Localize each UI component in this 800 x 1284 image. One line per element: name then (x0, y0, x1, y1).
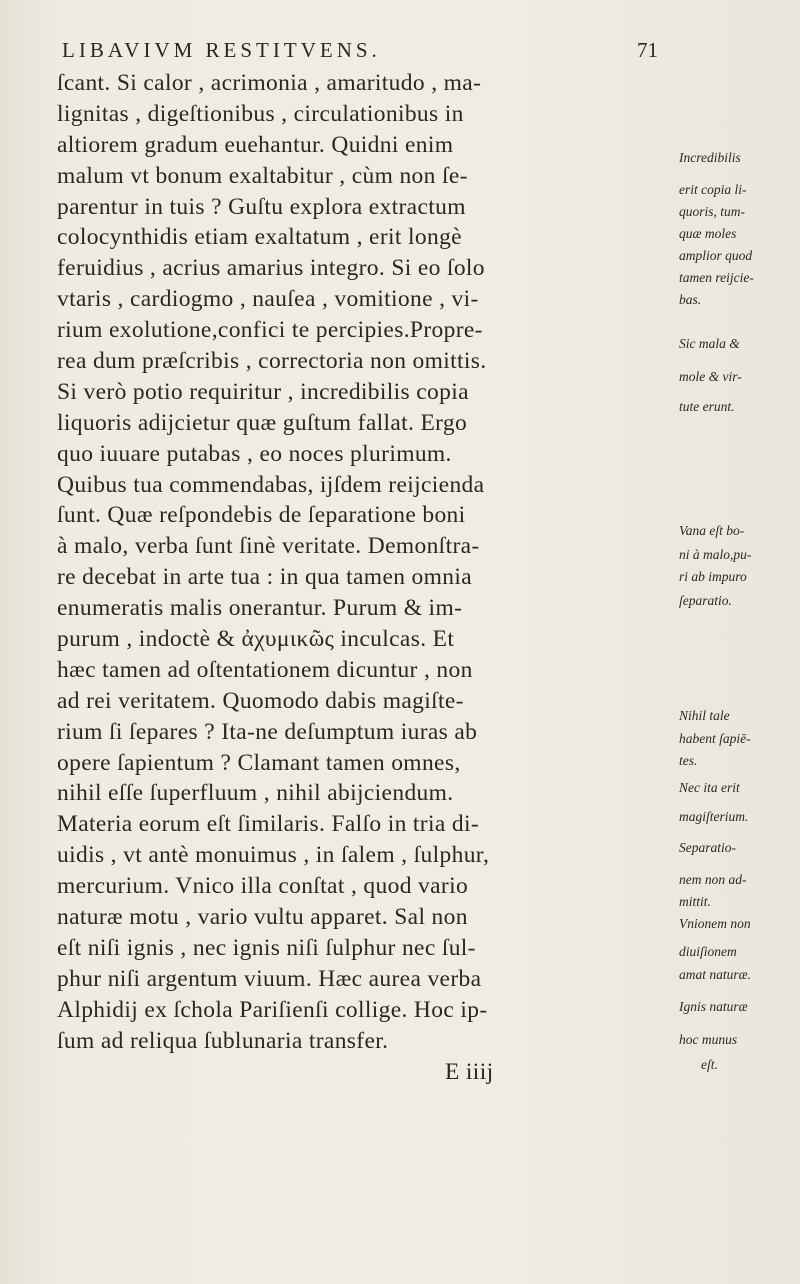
text-line: ſum ad reliqua ſublunaria transfer. (57, 1027, 389, 1054)
marginal-note: ni à malo,pu- (679, 547, 752, 562)
text-line: hæc tamen ad oſtentationem dicuntur , non (57, 656, 473, 683)
marginal-note: tamen reijcie- (679, 270, 754, 285)
text-line: feruidius , acrius amarius integro. Si eo ſolo (57, 255, 485, 282)
text-line: naturæ motu , vario vultu apparet. Sal non (57, 904, 468, 931)
text-line: parentur in tuis ? Guſtu explora extractum (57, 193, 466, 220)
signature-mark: E iiij (445, 1058, 494, 1085)
marginal-note: amplior quod (679, 248, 753, 263)
marginal-note: eſt. (701, 1057, 718, 1072)
text-line: colocynthidis etiam exaltatum , erit longè (57, 224, 462, 251)
text-line: Si verò potio requiritur , incredibilis copia (57, 378, 469, 405)
marginal-note: magiſterium. (679, 809, 749, 824)
text-line: Materia eorum eſt ſimilaris. Falſo in tria di- (57, 811, 480, 838)
marginal-note: ſeparatio. (679, 593, 732, 608)
marginal-note: quæ moles (679, 226, 737, 241)
page-header (62, 38, 662, 68)
text-line: altiorem gradum euehantur. Quidni enim (57, 131, 454, 158)
text-line: Alphidij ex ſchola Pariſienſi collige. Hoc ip- (57, 996, 488, 1023)
text-line: rium exolutione,confici te percipies.Propre- (57, 317, 483, 344)
marginal-note: bas. (679, 292, 702, 307)
marginal-note: hoc munus (679, 1032, 738, 1047)
text-line: nihil eſſe ſuperfluum , nihil abijciendum. (57, 780, 454, 807)
marginal-note: Incredibilis (679, 150, 741, 165)
text-line: phur niſi argentum viuum. Hæc aurea verba (57, 965, 482, 992)
marginal-note: ri ab impuro (679, 569, 747, 584)
text-line: vtaris , cardiogmo , nauſea , vomitione , vi- (57, 286, 479, 313)
text-line: rea dum præſcribis , correctoria non omittis. (57, 348, 487, 375)
marginal-note: Nec ita erit (679, 780, 740, 795)
body-text (57, 68, 667, 1087)
text-line: liquoris adijcietur quæ guſtum fallat. Ergo (57, 409, 468, 436)
marginal-note: Ignis naturæ (679, 999, 748, 1014)
marginal-note: Vana eſt bo- (679, 523, 745, 538)
text-line: rium ſi ſepares ? Ita-ne deſumptum iuras ab (57, 718, 478, 745)
marginal-note: quoris, tum- (679, 204, 746, 219)
text-line: purum , indoctè & ἀχυμικῶς inculcas. Et (57, 626, 455, 653)
text-line: lignitas , digeſtionibus , circulationibus in (57, 100, 464, 127)
marginal-note: tes. (679, 753, 698, 768)
text-line: uidis , vt antè monuimus , in ſalem , ſulphur, (57, 842, 490, 869)
marginal-note: Nihil tale (679, 708, 730, 723)
page-number: 71 (637, 38, 658, 62)
text-line: Quibus tua commendabas, ijſdem reijcienda (57, 471, 485, 498)
text-line: opere ſapientum ? Clamant tamen omnes, (57, 749, 461, 776)
marginal-note: erit copia li- (679, 182, 747, 197)
marginal-note: amat naturæ. (679, 967, 752, 982)
text-line: quo iuuare putabas , eo noces plurimum. (57, 440, 452, 467)
marginal-note: mittit. (679, 894, 711, 909)
marginal-note: nem non ad- (679, 872, 747, 887)
text-line: ad rei veritatem. Quomodo dabis magiſte- (57, 687, 464, 714)
text-line: ſunt. Quæ reſpondebis de ſeparatione boni (57, 502, 466, 529)
marginal-note: Vnionem non (679, 916, 751, 931)
text-line: mercurium. Vnico illa conſtat , quod vario (57, 873, 469, 900)
marginal-note: tute erunt. (679, 399, 735, 414)
text-line: à malo, verba ſunt ſinè veritate. Demonſtra- (57, 533, 480, 560)
marginal-note: mole & vir- (679, 369, 742, 384)
marginal-note: Separatio- (679, 840, 736, 855)
text-line: ſcant. Si calor , acrimonia , amaritudo , ma- (57, 70, 482, 96)
text-line: enumeratis malis onerantur. Purum & im- (57, 595, 463, 622)
text-line: eſt niſi ignis , nec ignis niſi ſulphur nec ſul- (57, 934, 476, 961)
marginal-note: habent ſapiē- (679, 731, 751, 746)
marginal-note: Sic mala & (679, 336, 740, 351)
marginal-note: diuiſionem (679, 944, 737, 959)
text-line: re decebat in arte tua : in qua tamen omnia (57, 564, 473, 591)
running-head: LIBAVIVM RESTITVENS. (62, 38, 381, 62)
text-line: malum vt bonum exaltabitur , cùm non ſe- (57, 162, 468, 189)
